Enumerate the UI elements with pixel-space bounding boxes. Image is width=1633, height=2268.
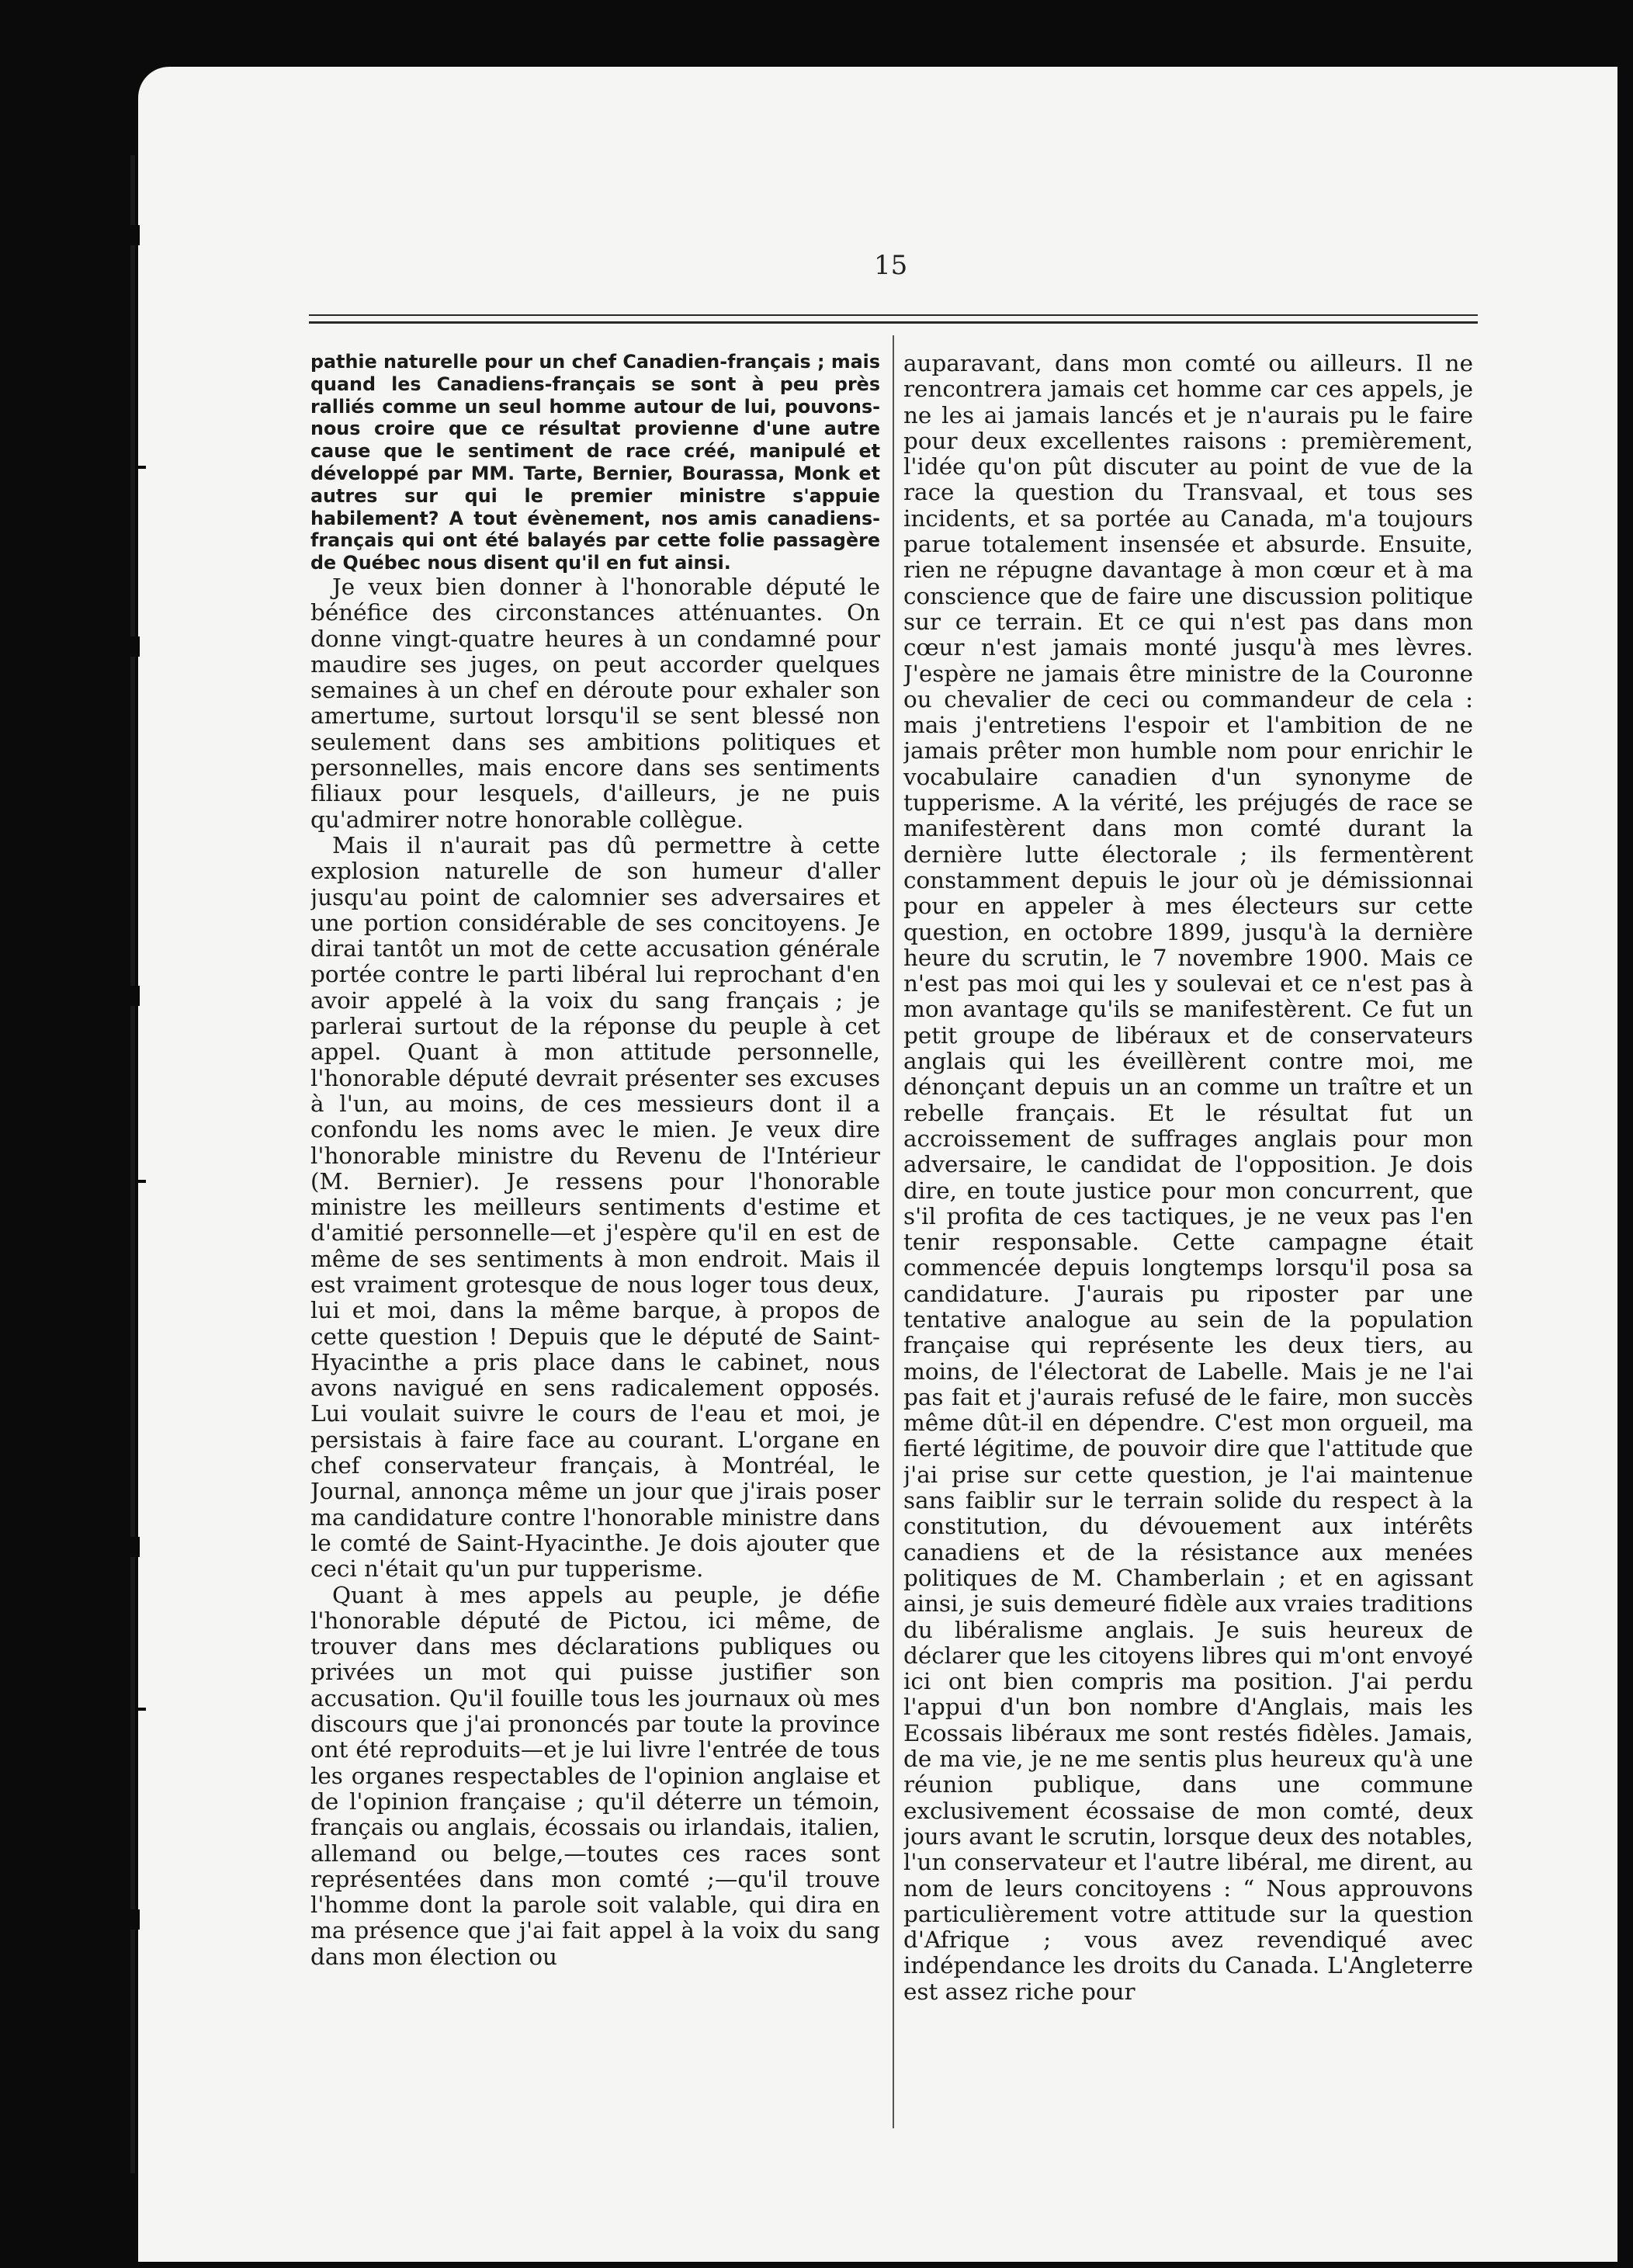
column-divider	[893, 335, 894, 2128]
right-column	[903, 351, 1473, 2128]
binding-tick	[135, 466, 146, 469]
header-rule-top	[309, 314, 1478, 316]
header-rule-bottom	[309, 321, 1478, 324]
paragraph: Mais il n'aurait pas dû permettre à cette explosion naturelle de son humeur d'aller jusqu'au point de calomnier ses adversaires et une portion considérable de ses concitoyens. Je dirai tantôt un mot de cette accusation générale portée contre le parti libéral lui reprochant d'en avoir appelé à la voix du sang français ; je parlerai surtout de la réponse du peuple à cet appel. Quant à mon attitude personnelle, l'honorable député devrait présenter ses excuses à l'un, au moins, de ces messieurs dont il a confondu les noms avec le mien. Je veux dire l'honorable ministre du Revenu de l'Intérieur (M. Bernier). Je ressens pour l'honorable ministre les meilleurs sentiments d'estime et d'amitié personnelle—et j'espère qu'il en est de même de ses sentiments à mon endroit. Mais il est vraiment grotesque de nous loger tous deux, lui et moi, dans la même barque, à propos de cette question ! Depuis que le député de Saint-Hyacinthe a pris place dans le cabinet, nous avons navigué en sens radicalement opposés. Lui voulait suivre le cours de l'eau et moi, je persistais à faire face au courant. L'organe en chef conservateur français, à Montréal, le Journal, annonça même un jour que j'irais poser ma candidature contre l'honorable ministre dans le comté de Saint-Hyacinthe. Je dois ajouter que ceci n'était qu'un pur tupperisme.	[310, 831, 880, 1583]
paragraph: Je veux bien donner à l'honorable député le bénéfice des circonstances atténuantes. On donne vingt-quatre heures à un condamné pour maudire ses juges, on peut accorder quelques semaines à un chef en déroute pour exhaler son amertume, surtout lorsqu'il se sent blessé non seulement dans ses ambitions politiques et personnelles, mais encore dans ses sentiments filiaux pour lesquels, d'ailleurs, je ne puis qu'admirer notre honorable collègue.	[310, 573, 880, 833]
left-column	[310, 351, 880, 2128]
binding-tick	[135, 1180, 146, 1183]
paragraph: pathie naturelle pour un chef Canadien-français ; mais quand les Canadiens-français se sont à peu près ralliés comme un seul homme autour de lui, pouvons-nous croire que ce résultat provienne d'une autre cause que le sentiment de race créé, manipulé et développé par MM. Tarte, Bernier, Bourassa, Monk et autres sur qui le premier ministre s'appuie habilement? A tout évènement, nos amis canadiens-français qui ont été balayés par cette folie passagère de Québec nous disent qu'il en fut ainsi.	[310, 351, 880, 574]
binding-notch	[123, 1909, 140, 1930]
binding-notch	[123, 636, 140, 657]
binding-tick	[135, 1708, 146, 1711]
binding-notch	[123, 225, 140, 245]
binding-edge	[130, 155, 135, 2173]
paragraph: auparavant, dans mon comté ou ailleurs. Il ne rencontrera jamais cet homme car ces appels, je ne les ai jamais lancés et je n'aurais pu le faire pour deux excellentes raisons : premièrement, l'idée qu'on pût discuter au point de vue de la race la question du Transvaal, et tous ses incidents, et sa portée au Canada, m'a toujours parue totalement insensée et absurde. Ensuite, rien ne répugne davantage à mon cœur et à ma conscience que de faire une discussion politique sur ce terrain. Et ce qui n'est pas dans mon cœur n'est jamais monté jusqu'à mes lèvres. J'espère ne jamais être ministre de la Couronne ou chevalier de ceci ou commandeur de cela : mais j'entretiens l'espoir et l'ambition de ne jamais prêter mon humble nom pour enrichir le vocabulaire canadien d'un synonyme de tupperisme. A la vérité, les préjugés de race se manifestèrent dans mon comté durant la dernière lutte électorale ; ils fermentèrent constamment depuis le jour où je démissionnai pour en appeler à mes électeurs sur cette question, en octobre 1899, jusqu'à la dernière heure du scrutin, le 7 novembre 1900. Mais ce n'est pas moi qui les y soulevai et ce n'est pas à mon avantage qu'ils se manifestèrent. Ce fut un petit groupe de libéraux et de conservateurs anglais qui les éveillèrent contre moi, me dénonçant depuis un an comme un traître et un rebelle français. Et le résultat fut un accroissement de suffrages anglais pour mon adversaire, le candidat de l'opposition. Je dois dire, en toute justice pour mon concurrent, que s'il profita de ces tactiques, je ne veux pas l'en tenir responsable. Cette campagne était commencée depuis longtemps lorsqu'il posa sa candidature. J'aurais pu riposter par une tentative analogue au sein de la population française qui représente les deux tiers, au moins, de l'électorat de Labelle. Mais je ne l'ai pas fait et j'aurais refusé de le faire, mon succès même dût-il en dépendre. C'est mon orgueil, ma fierté légitime, de pouvoir dire que l'attitude que j'ai prise sur cette question, je l'ai maintenue sans faiblir sur le terrain solide du respect à la constitution, du dévouement aux intérêts canadiens et de la résistance aux menées politiques de M. Chamberlain ; et en agissant ainsi, je suis demeuré fidèle aux vraies traditions du libéralisme anglais. Je suis heureux de déclarer que les citoyens libres qui m'ont envoyé ici ont bien compris ma position. J'ai perdu l'appui d'un bon nombre d'Anglais, mais les Ecossais libéraux me sont restés fidèles. Jamais, de ma vie, je ne me sentis plus heureux qu'à une réunion publique, dans une commune exclusivement écossaise de mon comté, deux jours avant le scrutin, lorsque deux des notables, l'un conservateur et l'autre libéral, me dirent, au nom de leurs concitoyens : “ Nous approuvons particulièrement votre attitude sur la question d'Afrique ; vous avez revendiqué avec indépendance les droits du Canada. L'Angleterre est assez riche pour	[903, 351, 1473, 2005]
binding-notch	[123, 1537, 140, 1557]
paragraph: Quant à mes appels au peuple, je défie l'honorable député de Pictou, ici même, de trouver dans mes déclarations publiques ou privées un mot qui puisse justifier son accusation. Qu'il fouille tous les journaux où mes discours que j'ai prononcés par toute la province ont été reproduits—et je lui livre l'entrée de tous les organes respectables de l'opinion anglaise et de l'opinion française ; qu'il déterre un témoin, français ou anglais, écossais ou irlandais, italien, allemand ou belge,—toutes ces races sont représentées dans mon comté ;—qu'il trouve l'homme dont la parole soit valable, qui dira en ma présence que j'ai fait appel à la voix du sang dans mon élection ou	[310, 1581, 880, 1970]
page-number: 15	[874, 250, 908, 281]
binding-notch	[123, 986, 140, 1006]
